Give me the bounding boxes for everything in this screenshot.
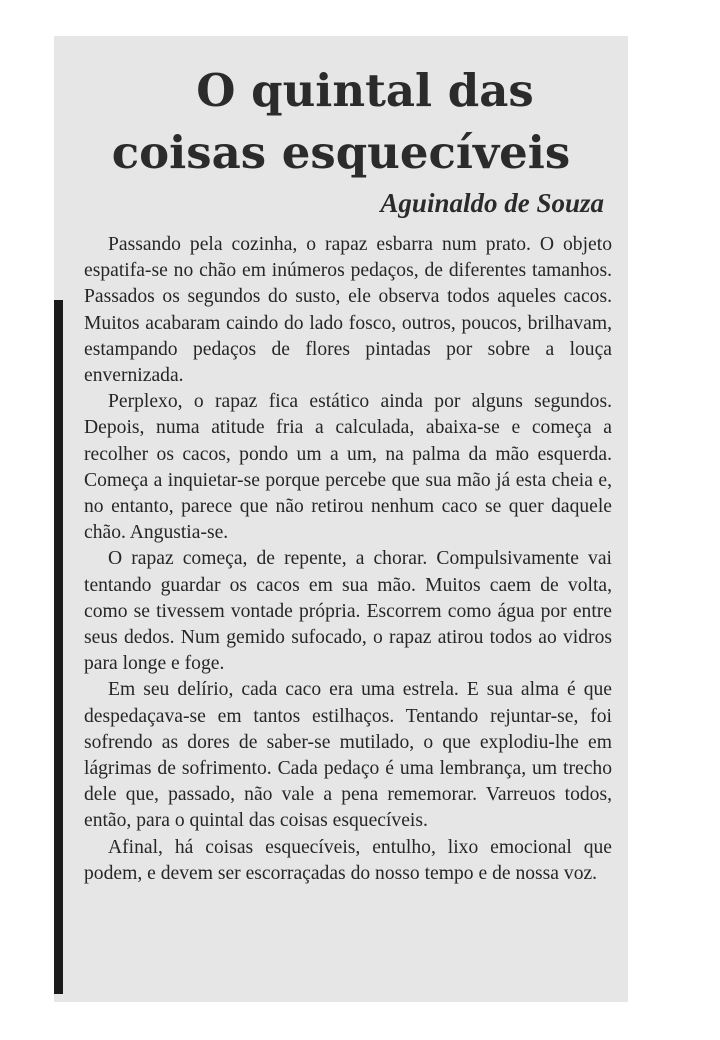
article-title-line-1: O quintal das: [196, 64, 534, 117]
column-edge-bar: [54, 300, 63, 994]
article-title: [54, 60, 628, 184]
article-body: [84, 232, 612, 887]
author-byline: Aguinaldo de Souza: [380, 188, 604, 218]
newspaper-clipping: [54, 36, 628, 1002]
paragraph-5: Afinal, há coisas esquecíveis, entulho, lixo emocional que podem, e devem ser escorraçadas do nosso tempo e de nossa voz.: [84, 836, 612, 884]
paragraph-3: O rapaz começa, de repente, a chorar. Compulsivamente vai tentando guardar os cacos em sua mão. Muitos caem de volta, como se tivessem vontade própria. Escorrem como água por entre seus dedos. Num gemido sufocado, o rapaz atirou todos ao vidros para longe e foge.: [84, 548, 612, 675]
paragraph-1: Passando pela cozinha, o rapaz esbarra num prato. O objeto espatifa-se no chão em inúmeros pedaços, de diferentes tamanhos. Passados os segundos do susto, ele observa todos aqueles cacos. Muitos acabaram caindo do lado fosco, outros, poucos, brilhavam, estampando pedaços de flores pintadas por sobre a louça envernizada.: [84, 234, 612, 387]
paragraph-2: Perplexo, o rapaz fica estático ainda por alguns segundos. Depois, numa atitude fria a calculada, abaixa-se e começa a recolher os cacos, pondo um a um, na palma da mão esquerda. Começa a inquietar-se porque percebe que sua mão já esta cheia e, no entanto, parece que não retirou nenhum caco se quer daquele chão. Angustia-se.: [84, 391, 612, 544]
paragraph-4: Em seu delírio, cada caco era uma estrela. E sua alma é que despedaçava-se em tantos estilhaços. Tentando rejuntar-se, foi sofrendo as dores de saber-se mutilado, o que explodiu-lhe em lágrimas de sofrimento. Cada pedaço é uma lembrança, um trecho dele que, passado, não vale a pena rememorar. Varreuos todos, então, para o quintal das coisas esquecíveis.: [84, 679, 612, 832]
article-title-line-2: coisas esquecíveis: [111, 126, 571, 179]
